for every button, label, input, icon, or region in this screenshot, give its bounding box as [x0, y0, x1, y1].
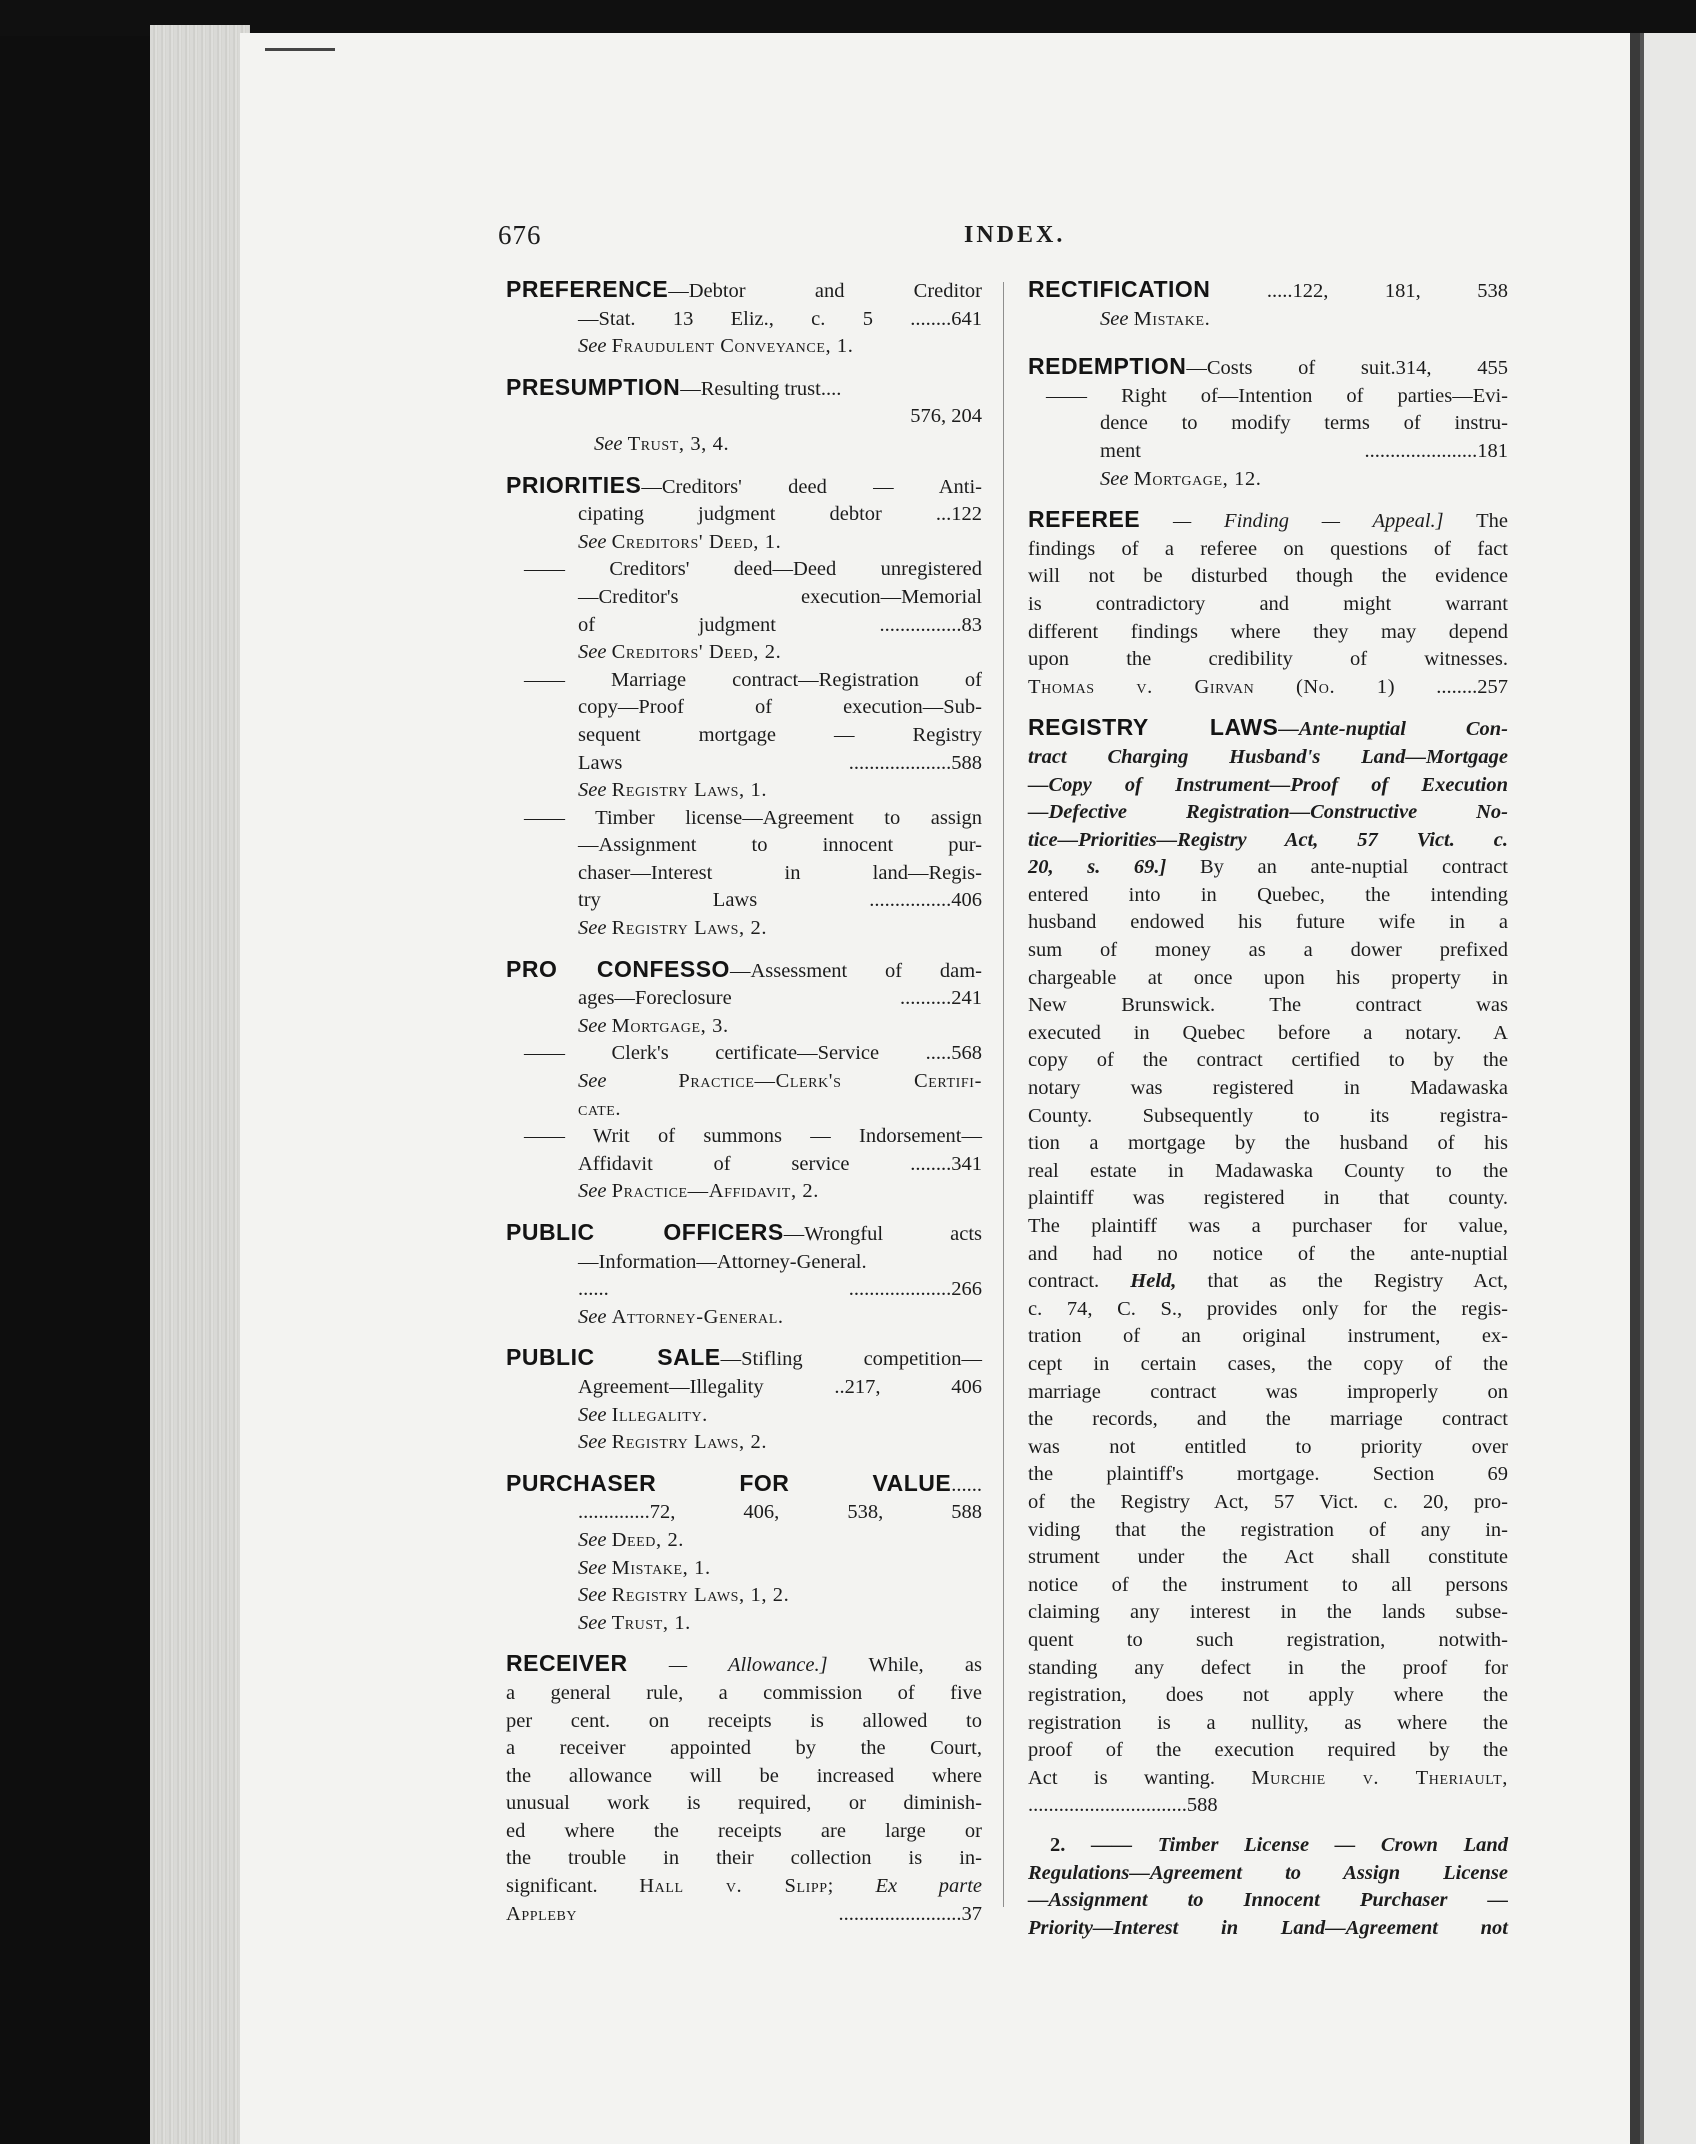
subentry-text: Laws ....................588 — [578, 751, 982, 774]
entry-text: sum of money as a dower prefixed — [1028, 939, 1508, 962]
entry-text: viding that the registration of any in- — [1028, 1518, 1508, 1541]
see-label: See — [578, 1528, 607, 1551]
cross-reference — [506, 529, 982, 557]
entry-purchaser-for-value — [506, 1470, 982, 1638]
subentry-text: try Laws ................406 — [578, 889, 982, 912]
registry-text-block — [1028, 1296, 1508, 1765]
entry-subheading: 20, s. 69.] — [1028, 856, 1167, 879]
book-page-edges — [150, 25, 250, 2144]
entry-text: claiming any interest in the lands subse- — [1028, 1601, 1508, 1624]
entry-text: different findings where they may depend — [1028, 620, 1508, 643]
reference-target: Registry Laws, 1. — [611, 779, 768, 802]
entry-text: registration, does not apply where the — [1028, 1684, 1508, 1707]
subentry-text: —— Right of—Intention of parties—Evi- — [1046, 384, 1508, 407]
entry-text: that as the Registry Act, — [1207, 1270, 1509, 1293]
cross-reference — [506, 1555, 982, 1583]
right-column — [1028, 276, 1508, 1955]
entry-text: marriage contract was improperly on — [1028, 1380, 1508, 1403]
page-reference: ........................37 — [838, 1902, 982, 1925]
entry-text: the trouble in their collection is in- — [506, 1847, 982, 1870]
entry-subheading: tice—Priorities—Registry Act, 57 Vict. c. — [1028, 828, 1508, 851]
entry-preference — [506, 276, 982, 361]
entry-text: unusual work is required, or diminish- — [506, 1792, 982, 1815]
entry-redemption — [1028, 353, 1508, 493]
entry-text: notary was registered in Madawaska — [1028, 1077, 1508, 1100]
entry-rectification — [1028, 276, 1508, 333]
entry-public-sale — [506, 1344, 982, 1456]
entry-text: ages—Foreclosure ..........241 — [578, 987, 982, 1010]
subentry-text: —— Clerk's certificate—Service .....568 — [524, 1042, 982, 1065]
cross-reference — [506, 639, 982, 667]
reference-target: Creditors' Deed, 1. — [611, 530, 782, 553]
see-label: See — [578, 1180, 607, 1203]
reference-target: Fraudulent Conveyance, 1. — [611, 335, 854, 358]
reference-target: Practice—Affidavit, 2. — [611, 1180, 819, 1203]
entry-text: ...... — [951, 1473, 982, 1496]
entry-text: ...... ....................266 — [578, 1278, 982, 1301]
see-label: See — [578, 1305, 607, 1328]
entry-presumption — [506, 374, 982, 459]
reference-target: Trust, 1. — [611, 1611, 691, 1634]
page-reference: ........257 — [1436, 675, 1508, 698]
see-label: See — [578, 641, 607, 664]
entry-subheading: Priority—Interest in Land—Agreement not — [1028, 1916, 1508, 1939]
entry-heading: REDEMPTION — [1028, 353, 1187, 380]
entry-subheading: — Allowance.] — [668, 1654, 828, 1677]
reference-target: Registry Laws, 2. — [611, 917, 768, 940]
entry-text: The — [1476, 510, 1508, 533]
entry-heading: PURCHASER FOR VALUE — [506, 1469, 952, 1496]
page-reference: ...............................588 — [1028, 1794, 1218, 1817]
page-references: .....122, 181, 538 — [1266, 280, 1509, 302]
reference-target: Mistake, 1. — [611, 1556, 711, 1579]
entry-text: was not entitled to priority over — [1028, 1435, 1508, 1458]
entry-referee — [1028, 506, 1508, 701]
entry-text: of the Registry Act, 57 Vict. c. 20, pro- — [1028, 1490, 1508, 1513]
subentry-text: —— Writ of summons — Indorsement— — [524, 1125, 982, 1148]
entry-text: —Wrongful acts — [783, 1223, 982, 1245]
case-name: Appleby — [506, 1902, 578, 1925]
entry-text: upon the credibility of witnesses. — [1028, 648, 1508, 671]
entry-subheading: tract Charging Husband's Land—Mortgage — [1028, 745, 1508, 768]
cross-reference — [506, 1429, 982, 1457]
entry-text: will not be disturbed though the evidence — [1028, 565, 1508, 588]
see-label: See — [578, 1403, 607, 1426]
entry-text: By an ante-nuptial contract — [1200, 856, 1508, 879]
cross-reference — [1028, 466, 1508, 494]
entry-registry-laws — [1028, 714, 1508, 1942]
entry-subheading: —Assignment to Innocent Purchaser — — [1028, 1889, 1508, 1912]
entry-text: husband endowed his future wife in a — [1028, 911, 1508, 934]
entry-text: ed where the receipts are large or — [506, 1819, 982, 1842]
cross-reference — [1028, 306, 1508, 334]
case-name: Hall v. Slipp; — [639, 1875, 834, 1898]
entry-text: strument under the Act shall constitute — [1028, 1546, 1508, 1569]
entry-text: —Debtor and Creditor — [668, 280, 982, 302]
cross-reference — [506, 431, 982, 459]
entry-text: chargeable at once upon his property in — [1028, 966, 1508, 989]
registry-text-block — [1028, 882, 1508, 1268]
column-divider — [1003, 282, 1004, 1907]
see-label: See — [578, 1014, 607, 1037]
subentry-text: dence to modify terms of instru- — [1100, 412, 1508, 435]
cross-reference — [506, 1610, 982, 1638]
reference-target: Trust, 3, 4. — [627, 432, 730, 455]
case-name: Thomas v. Girvan (No. 1) — [1028, 675, 1396, 698]
held-label: Held, — [1130, 1270, 1177, 1293]
subentry-text: of judgment ................83 — [578, 613, 982, 636]
entry-subheading: —Ante-nuptial Con- — [1278, 718, 1508, 741]
reference-target: Attorney-General. — [611, 1305, 784, 1328]
page-number: 676 — [498, 220, 542, 250]
entry-text: real estate in Madawaska County to the — [1028, 1159, 1508, 1182]
entry-text: —Resulting trust.... — [680, 377, 842, 400]
entry-text: and had no notice of the ante-nuptial — [1028, 1242, 1508, 1265]
see-label: See — [578, 1431, 607, 1454]
see-label: See — [578, 335, 607, 358]
page-references: ..............72, 406, 538, 588 — [578, 1501, 982, 1524]
cross-reference — [506, 333, 982, 361]
entry-text: is contradictory and might warrant — [1028, 592, 1508, 615]
reference-target: Mistake. — [1133, 307, 1211, 330]
entry-text: —Creditors' deed — Anti- — [641, 475, 982, 498]
entry-text: —Assessment of dam- — [729, 959, 982, 982]
reference-target: Mortgage, 3. — [611, 1014, 729, 1037]
cross-reference — [506, 1527, 982, 1555]
entry-text: proof of the execution required by the — [1028, 1739, 1508, 1762]
reference-target: Creditors' Deed, 2. — [611, 641, 782, 664]
see-label: See — [578, 1070, 607, 1093]
entry-text: —Costs of suit.314, 455 — [1186, 357, 1508, 380]
reference-target: Mortgage, 12. — [1133, 467, 1262, 490]
subentry-text: sequent mortgage — Registry — [578, 723, 982, 746]
entry-text: Act is wanting. — [1028, 1766, 1215, 1789]
entry-text: tion a mortgage by the husband of his — [1028, 1132, 1508, 1155]
entry-text: While, as — [868, 1654, 983, 1677]
entry-text: entered into in Quebec, the intending — [1028, 883, 1508, 906]
entry-heading: PRIORITIES — [506, 471, 642, 498]
subentry-text: —— Creditors' deed—Deed unregistered — [524, 558, 982, 581]
entry-text: the records, and the marriage contract — [1028, 1408, 1508, 1431]
entry-text: cipating judgment debtor ...122 — [578, 503, 982, 526]
entry-heading: PRESUMPTION — [506, 373, 681, 400]
subentry-number: 2. — [1050, 1834, 1066, 1857]
reference-target: Practice—Clerk's Certifi- — [678, 1070, 982, 1093]
cross-reference — [506, 777, 982, 805]
subentry-text: —— Timber license—Agreement to assign — [524, 806, 982, 829]
entry-subheading: —Copy of Instrument—Proof of Execution — [1028, 773, 1508, 796]
scan-mark — [265, 48, 335, 51]
entry-text: —Information—Attorney-General. — [578, 1250, 867, 1273]
entry-heading: REFEREE — [1028, 506, 1141, 533]
see-label: See — [578, 779, 607, 802]
see-label: See — [578, 530, 607, 553]
entry-text: quent to such registration, notwith- — [1028, 1628, 1508, 1651]
left-column — [506, 276, 982, 1941]
subentry-text: —Assignment to innocent pur- — [578, 834, 982, 857]
entry-priorities — [506, 472, 982, 943]
entry-receiver — [506, 1650, 982, 1928]
reference-target: Deed, 2. — [611, 1528, 685, 1551]
subentry-text: —— Marriage contract—Registration of — [524, 668, 982, 691]
adjacent-page-edge — [1640, 33, 1696, 2144]
cross-reference — [506, 1178, 982, 1206]
case-name-italic: Ex parte — [875, 1875, 982, 1898]
subentry-text: ment ......................181 — [1100, 439, 1508, 462]
subentry-text: Affidavit of service ........341 — [578, 1152, 982, 1175]
case-name: Murchie v. Theriault, — [1251, 1766, 1508, 1789]
subentry-text: chaser—Interest in land—Regis- — [578, 861, 982, 884]
entry-text: plaintiff was registered in that county. — [1028, 1187, 1508, 1210]
entry-subheading: Regulations—Agreement to Assign License — [1028, 1861, 1508, 1884]
reference-target: Registry Laws, 1, 2. — [611, 1584, 790, 1607]
see-label: See — [1100, 307, 1129, 330]
see-label: See — [578, 1556, 607, 1579]
entry-text: the plaintiff's mortgage. Section 69 — [1028, 1463, 1508, 1486]
scan-top-border — [0, 0, 1696, 36]
entry-subheading: — Finding — Appeal.] — [1172, 510, 1444, 533]
entry-text: the allowance will be increased where — [506, 1764, 982, 1787]
entry-pro-confesso — [506, 956, 982, 1206]
reference-target: Registry Laws, 2. — [611, 1431, 768, 1454]
cross-reference — [506, 915, 982, 943]
entry-heading: PUBLIC OFFICERS — [506, 1219, 784, 1245]
entry-heading: RECEIVER — [506, 1650, 628, 1677]
subentry-text: copy—Proof of execution—Sub- — [578, 696, 982, 719]
cross-reference — [506, 1582, 982, 1610]
entry-subheading: —Defective Registration—Constructive No- — [1028, 801, 1508, 824]
reference-target: Illegality. — [611, 1403, 708, 1426]
entry-heading: PRO CONFESSO — [506, 955, 730, 982]
entry-text: c. 74, C. S., provides only for the regis- — [1028, 1297, 1508, 1320]
see-label: See — [594, 432, 623, 455]
entry-text: findings of a referee on questions of fact — [1028, 537, 1508, 560]
entry-text: contract. — [1028, 1270, 1100, 1293]
entry-text: executed in Quebec before a notary. A — [1028, 1021, 1508, 1044]
entry-text: The plaintiff was a purchaser for value, — [1028, 1215, 1508, 1237]
entry-text: New Brunswick. The contract was — [1028, 994, 1508, 1017]
cross-reference — [506, 1013, 982, 1041]
entry-subheading: —— Timber License — Crown Land — [1091, 1834, 1508, 1857]
cross-reference — [506, 1068, 982, 1096]
entry-text: —Stat. 13 Eliz., c. 5 ........641 — [578, 307, 982, 330]
see-label: See — [578, 917, 607, 940]
entry-heading: PREFERENCE — [506, 276, 669, 302]
entry-heading: PUBLIC SALE — [506, 1344, 721, 1371]
reference-target: cate. — [578, 1097, 622, 1120]
entry-text: significant. — [506, 1875, 598, 1898]
page-references: 576, 204 — [910, 405, 982, 428]
running-title: INDEX. — [964, 222, 1066, 248]
entry-text: standing any defect in the proof for — [1028, 1656, 1508, 1679]
entry-text: cept in certain cases, the copy of the — [1028, 1352, 1508, 1375]
entry-text: notice of the instrument to all persons — [1028, 1573, 1508, 1596]
cross-reference — [506, 1304, 982, 1332]
entry-text: copy of the contract certified to by the — [1028, 1049, 1508, 1072]
cross-reference — [506, 1402, 982, 1430]
entry-text: County. Subsequently to its registra- — [1028, 1104, 1508, 1127]
entry-public-officers — [506, 1219, 982, 1331]
entry-text: a general rule, a commission of five — [506, 1681, 982, 1704]
entry-text: per cent. on receipts is allowed to — [506, 1709, 982, 1732]
entry-text: Agreement—Illegality ..217, 406 — [578, 1375, 982, 1398]
entry-heading: REGISTRY LAWS — [1028, 714, 1279, 741]
entry-text: a receiver appointed by the Court, — [506, 1737, 982, 1760]
subentry-text: —Creditor's execution—Memorial — [578, 585, 982, 608]
entry-text: tration of an original instrument, ex- — [1028, 1325, 1508, 1348]
entry-heading: RECTIFICATION — [1028, 276, 1211, 302]
see-label: See — [578, 1584, 607, 1607]
see-label: See — [1100, 467, 1129, 490]
see-label: See — [578, 1611, 607, 1634]
entry-text: registration is a nullity, as where the — [1028, 1711, 1508, 1734]
entry-text: —Stifling competition— — [720, 1348, 982, 1371]
